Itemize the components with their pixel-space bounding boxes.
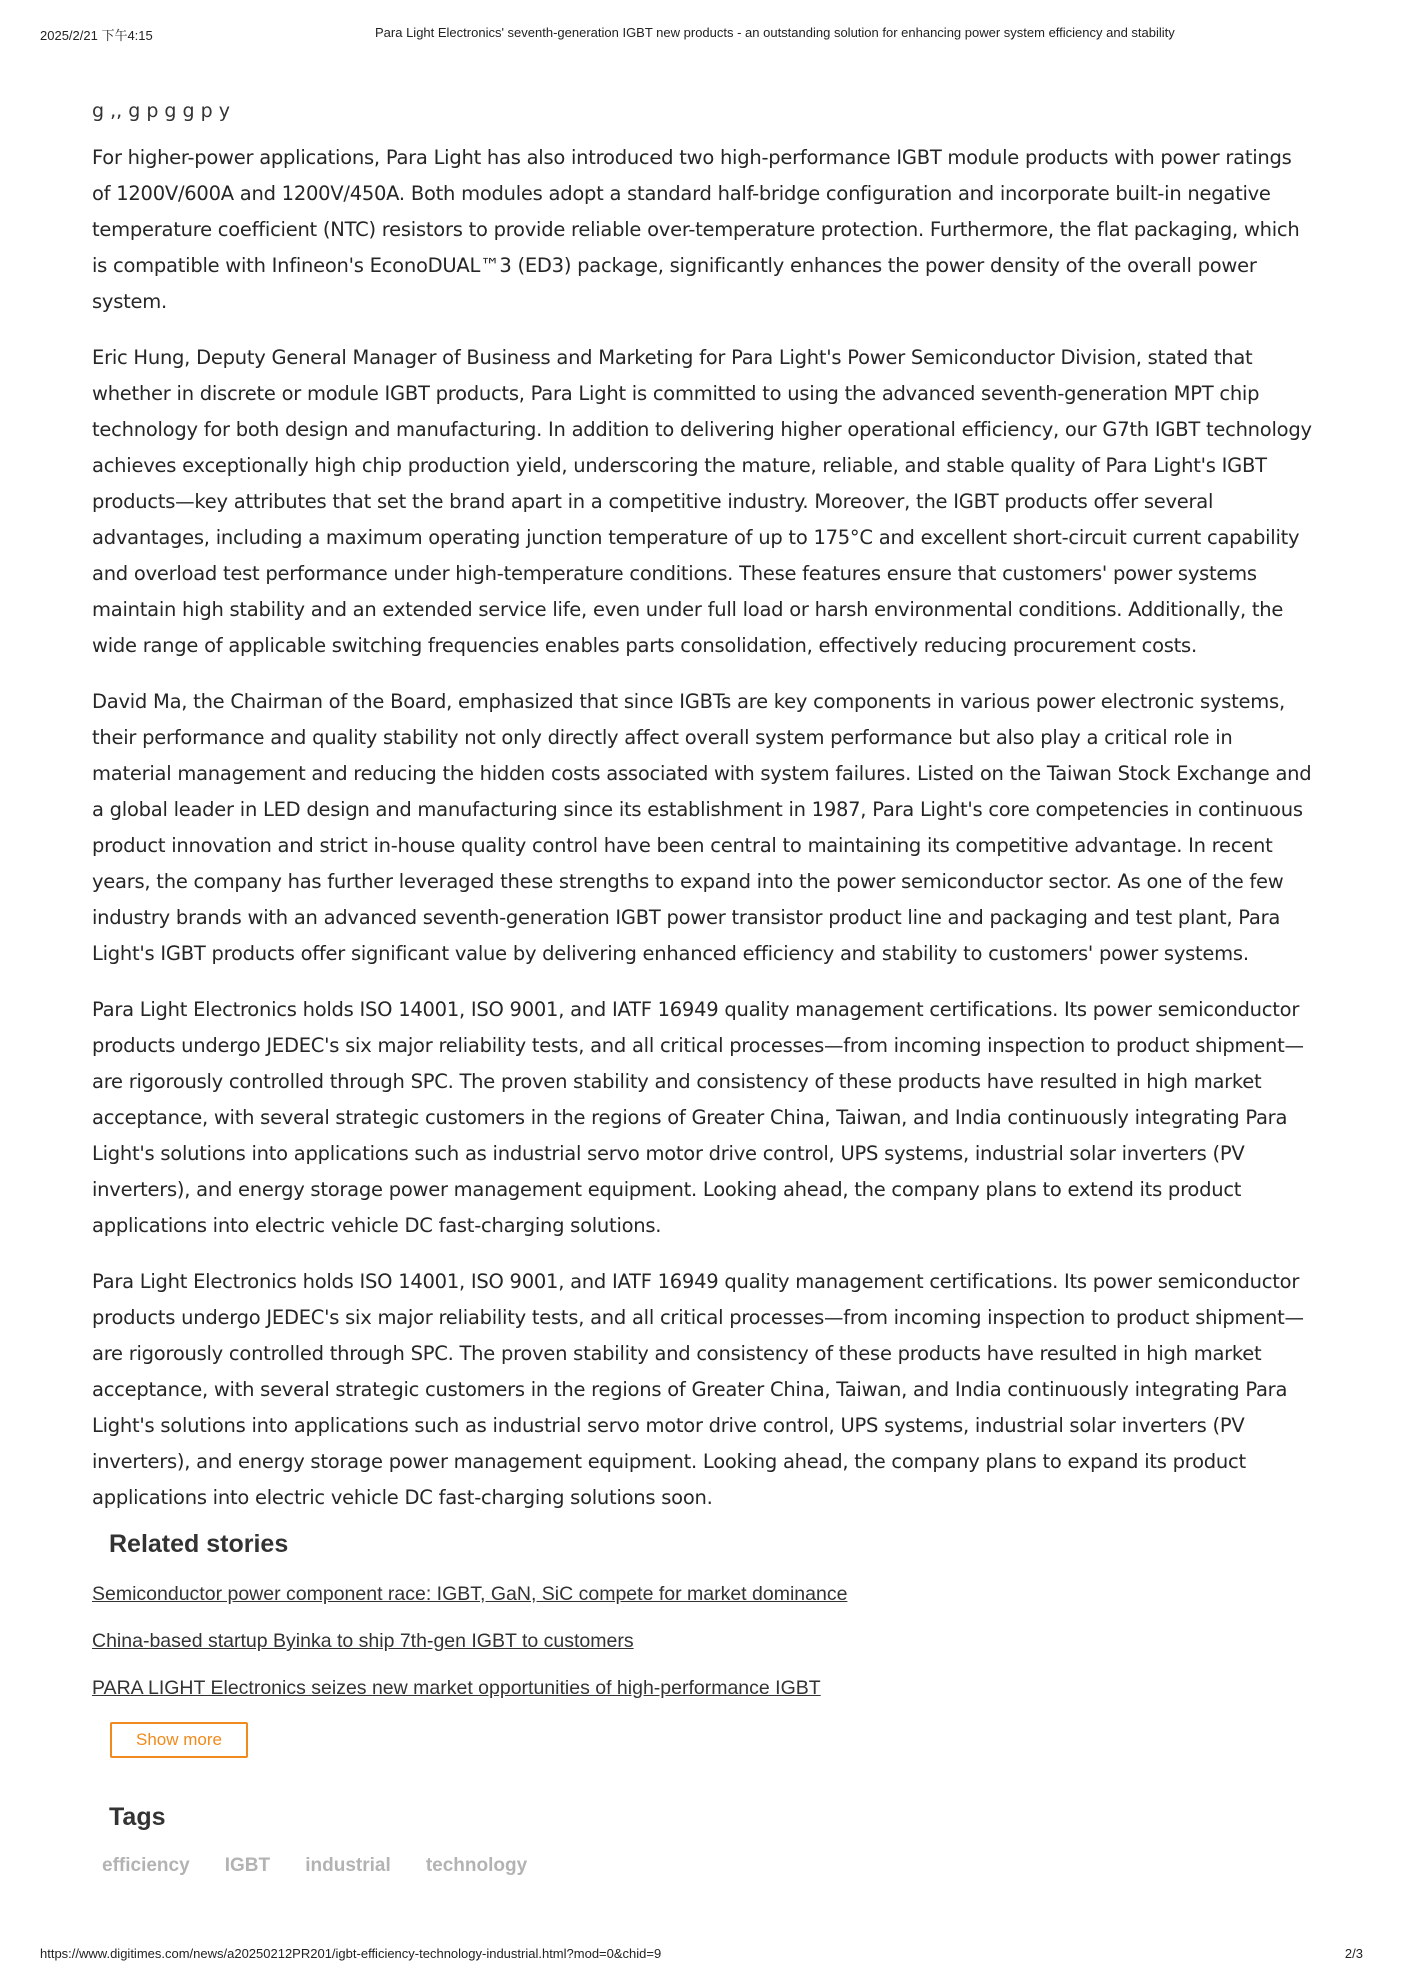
related-story-link[interactable]: China-based startup Byinka to ship 7th-gen IGBT to customers [92,1630,634,1652]
article-paragraph: For higher-power applications, Para Light has also introduced two high-performance IGBT module products with power ratings of 1200V/600A and 1200V/450A. Both modules adopt a standard half-bridge configuration and incorporate built-in negative temperature coefficient (NTC) resistors to provide reliable over-temperature protection. Furthermore, the flat packaging, which is compatible with Infineon's EconoDUAL™3 (ED3) package, significantly enhances the power density of the overall power system. [92,146,1300,313]
tag-link[interactable]: efficiency [102,1855,190,1876]
related-stories-section [92,1528,1312,1758]
article-body [92,140,1312,1536]
show-more-button[interactable]: Show more [110,1722,248,1758]
tag-link[interactable]: industrial [305,1855,391,1876]
page-number: 2/3 [1344,1946,1363,1961]
related-stories-heading: Related stories [109,1530,289,1558]
cut-off-text: g ,, g p g g p y [92,100,230,122]
tags-heading: Tags [109,1803,166,1831]
tag-list [102,1855,1312,1877]
tags-section [92,1801,1312,1877]
related-story-link[interactable]: PARA LIGHT Electronics seizes new market opportunities of high-performance IGBT [92,1677,821,1699]
tag-link[interactable]: IGBT [224,1855,271,1876]
article-paragraph: Para Light Electronics holds ISO 14001, ISO 9001, and IATF 16949 quality management certifications. Its power semiconductor products undergo JEDEC's six major reliability tests, and all critical processes—from incoming inspection to product shipment—are rigorously controlled through SPC. The proven stability and consistency of these products have resulted in high market acceptance, with several strategic customers in the regions of Greater China, Taiwan, and India continuously integrating Para Light's solutions into applications such as industrial servo motor drive control, UPS systems, industrial solar inverters (PV inverters), and energy storage power management equipment. Looking ahead, the company plans to expand its product applications into electric vehicle DC fast-charging solutions soon. [92,1270,1304,1509]
article-paragraph: David Ma, the Chairman of the Board, emphasized that since IGBTs are key components in various power electronic systems, their performance and quality stability not only directly affect overall system performance but also play a critical role in material management and reducing the hidden costs associated with system failures. Listed on the Taiwan Stock Exchange and a global leader in LED design and manufacturing since its establishment in 1987, Para Light's core competencies in continuous product innovation and strict in-house quality control have been central to maintaining its competitive advantage. In recent years, the company has further leveraged these strengths to expand into the power semiconductor sector. As one of the few industry brands with an advanced seventh-generation IGBT power transistor product line and packaging and test plant, Para Light's IGBT products offer significant value by delivering enhanced efficiency and stability to customers' power systems. [92,690,1312,965]
print-date: 2025/2/21 下午4:15 [40,28,153,43]
cut-off-text-line [92,92,1292,122]
print-url: https://www.digitimes.com/news/a20250212PR201/igbt-efficiency-technology-industrial.html?mod=0&chid=9 [40,1946,662,1961]
article-paragraph: Para Light Electronics holds ISO 14001, ISO 9001, and IATF 16949 quality management certifications. Its power semiconductor products undergo JEDEC's six major reliability tests, and all critical processes—from incoming inspection to product shipment—are rigorously controlled through SPC. The proven stability and consistency of these products have resulted in high market acceptance, with several strategic customers in the regions of Greater China, Taiwan, and India continuously integrating Para Light's solutions into applications such as industrial servo motor drive control, UPS systems, industrial solar inverters (PV inverters), and energy storage power management equipment. Looking ahead, the company plans to extend its product applications into electric vehicle DC fast-charging solutions. [92,998,1304,1237]
print-header [40,25,1363,45]
print-page-title: Para Light Electronics' seventh-generation IGBT new products - an outstanding solution for enhancing power system efficiency and stability [375,25,1175,40]
print-footer [40,1946,1363,1966]
tag-link[interactable]: technology [425,1855,528,1876]
related-story-link[interactable]: Semiconductor power component race: IGBT, GaN, SiC compete for market dominance [92,1583,848,1605]
article-paragraph: Eric Hung, Deputy General Manager of Business and Marketing for Para Light's Power Semiconductor Division, stated that whether in discrete or module IGBT products, Para Light is committed to using the advanced seventh-generation MPT chip technology for both design and manufacturing. In addition to delivering higher operational efficiency, our G7th IGBT technology achieves exceptionally high chip production yield, underscoring the mature, reliable, and stable quality of Para Light's IGBT products—key attributes that set the brand apart in a competitive industry. Moreover, the IGBT products offer several advantages, including a maximum operating junction temperature of up to 175°C and excellent short-circuit current capability and overload test performance under high-temperature conditions. These features ensure that customers' power systems maintain high stability and an extended service life, even under full load or harsh environmental conditions. Additionally, the wide range of applicable switching frequencies enables parts consolidation, effectively reducing procurement costs. [92,346,1312,657]
